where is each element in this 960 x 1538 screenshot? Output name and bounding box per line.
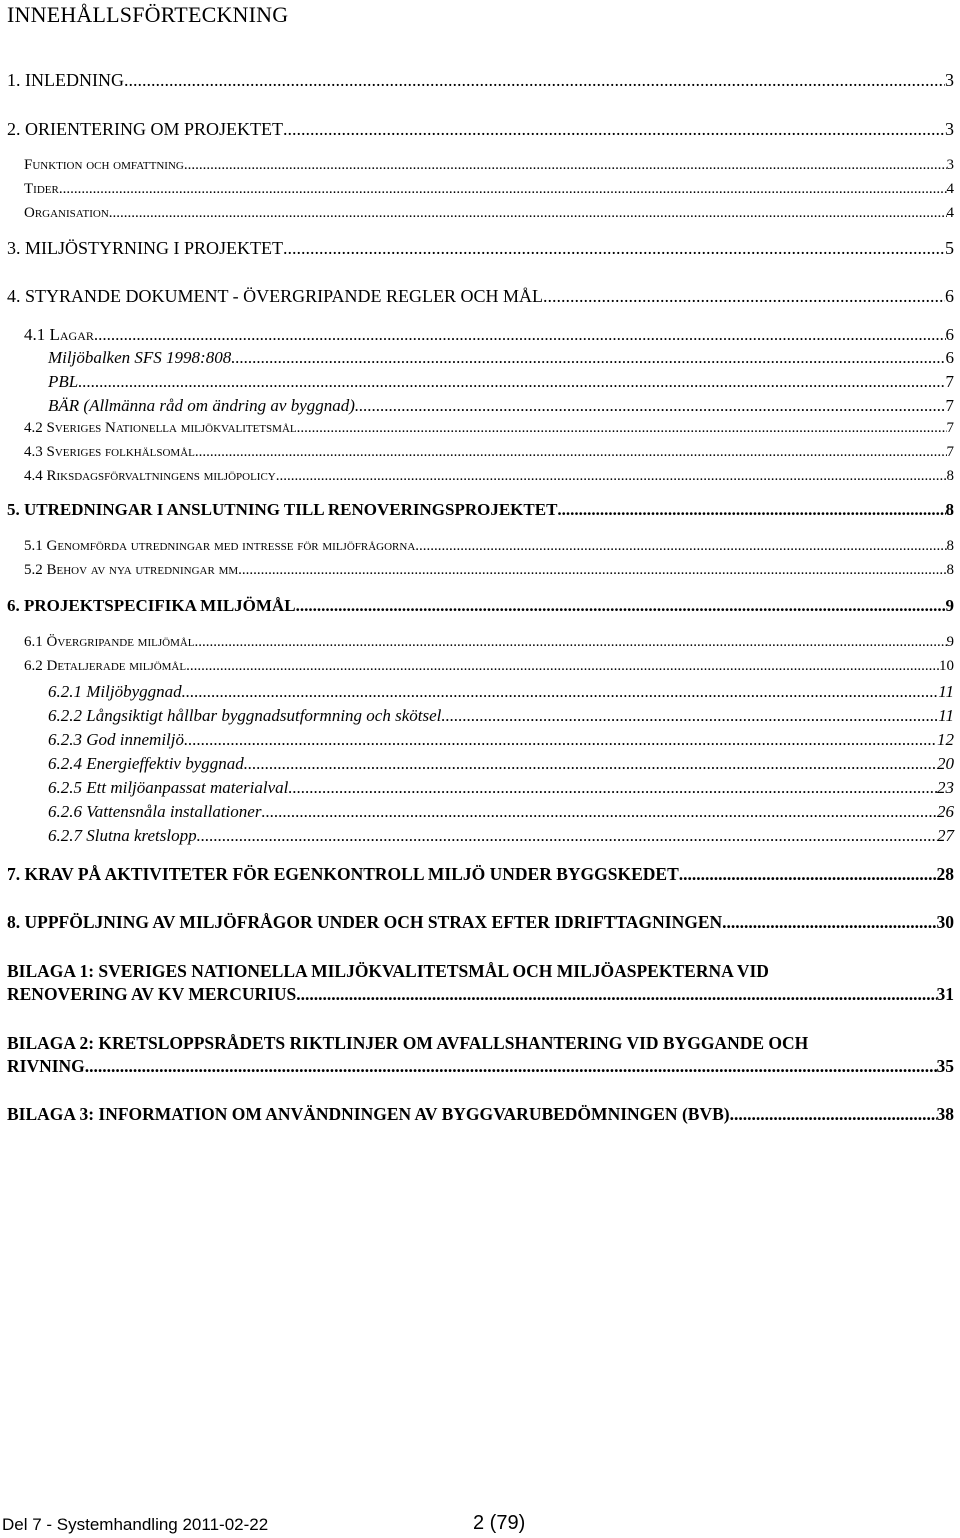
- toc-entry-funktion[interactable]: [0, 157, 954, 174]
- toc-leader: [59, 181, 947, 198]
- toc-entry-bilaga-1[interactable]: [0, 960, 954, 1006]
- toc-leader: [186, 658, 939, 675]
- toc-page-number: 3: [945, 70, 954, 90]
- toc-entry-label: BÄR (Allmänna råd om ändring av byggnad): [48, 396, 355, 415]
- footer-page-number: 2 (79): [473, 1512, 526, 1534]
- toc-entry-label: Tider: [24, 181, 59, 197]
- toc-leader: [301, 983, 937, 1006]
- toc-page-number: 7: [946, 420, 954, 436]
- toc-page-number: 11: [938, 682, 954, 701]
- toc-entry-6-2-5[interactable]: [0, 778, 954, 798]
- toc-entry-6-2-7[interactable]: [0, 826, 954, 846]
- toc-page-number: 26: [937, 802, 954, 821]
- toc-entry-label-line1: BILAGA 1: SVERIGES NATIONELLA MILJÖKVALITETSMÅL OCH MILJÖASPEKTERNA VID: [7, 961, 769, 981]
- toc-entry-label: 6.2.5 Ett miljöanpassat materialval: [48, 778, 289, 797]
- toc-leader: [296, 596, 946, 616]
- toc-page-number: 28: [936, 864, 954, 884]
- toc-entry-6-2-6[interactable]: [0, 802, 954, 822]
- toc-entry-folkhalsomal[interactable]: [0, 444, 954, 461]
- toc-entry-pbl[interactable]: [0, 372, 954, 392]
- toc-entry-inledning[interactable]: [0, 70, 954, 91]
- toc-page-number: 8: [946, 538, 954, 554]
- toc-leader: [195, 444, 947, 461]
- toc-entry-bilaga-2[interactable]: [0, 1032, 954, 1078]
- toc-page-number: 31: [936, 984, 954, 1004]
- toc-page-number: 8: [946, 562, 954, 578]
- toc-entry-miljobalken[interactable]: [0, 348, 954, 368]
- toc-leader: [297, 420, 947, 437]
- toc-page-number: 11: [938, 706, 954, 725]
- toc-page-number: 38: [936, 1104, 954, 1124]
- toc-entry-label-line2: RENOVERING AV KV MERCURIUS.: [7, 984, 301, 1004]
- toc-leader: [238, 562, 946, 579]
- toc-page-number: 23: [937, 778, 954, 797]
- toc-leader: [543, 286, 945, 307]
- toc-entry-label: 3. MILJÖSTYRNING I PROJEKTET: [7, 238, 283, 258]
- toc-entry-utredningar[interactable]: [0, 500, 954, 520]
- toc-leader: [244, 754, 937, 774]
- toc-page-number: 27: [937, 826, 954, 845]
- toc-entry-label: 6.2.2 Långsiktigt hållbar byggnadsutformning och skötsel: [48, 706, 442, 725]
- toc-page-number: 5: [945, 238, 954, 258]
- toc-entry-label: 4.4 Riksdagsförvaltningens miljöpolicy: [24, 468, 276, 484]
- toc-page-number: 3: [946, 157, 954, 173]
- toc-page-number: 4: [946, 181, 954, 197]
- toc-leader: [231, 348, 945, 368]
- toc-entry-label: 2. ORIENTERING OM PROJEKTET: [7, 119, 283, 139]
- toc-entry-tider[interactable]: [0, 181, 954, 198]
- toc-entry-6-2-2[interactable]: [0, 706, 954, 726]
- toc-leader: [109, 205, 947, 222]
- toc-entry-label: 5.2 Behov av nya utredningar mm: [24, 562, 239, 578]
- toc-entry-projektspecifika[interactable]: [0, 596, 954, 616]
- toc-entry-overgripande-miljomal[interactable]: [0, 634, 954, 651]
- toc-leader: [124, 70, 945, 91]
- toc-entry-label: 4.1 Lagar: [24, 325, 94, 344]
- toc-entry-miljokvalitetsmal[interactable]: [0, 420, 954, 437]
- toc-entry-label: 5.1 Genomförda utredningar med intresse för miljöfrågorna: [24, 538, 416, 554]
- toc-leader: [276, 468, 947, 485]
- toc-entry-label-line1: BILAGA 2: KRETSLOPPSRÅDETS RIKTLINJER OM AVFALLSHANTERING VID BYGGANDE OCH: [7, 1033, 809, 1053]
- toc-leader: [283, 119, 945, 140]
- toc-page-number: 6: [945, 325, 954, 344]
- toc-page-number: 20: [937, 754, 954, 773]
- toc-entry-label: 6. PROJEKTSPECIFIKA MILJÖMÅL: [7, 596, 296, 615]
- toc-entry-label: Miljöbalken SFS 1998:808: [48, 348, 232, 367]
- toc-leader: [730, 1104, 937, 1125]
- toc-page-number: 30: [936, 912, 954, 932]
- toc-page-number: 6: [945, 348, 954, 367]
- toc-leader: [197, 826, 937, 846]
- toc-entry-genomforda-utredningar[interactable]: [0, 538, 954, 555]
- toc-entry-miljostyrning[interactable]: [0, 238, 954, 259]
- toc-leader: [557, 500, 945, 520]
- toc-entry-label: 6.2 Detaljerade miljömål: [24, 658, 187, 674]
- toc-page-number: 6: [945, 286, 954, 306]
- toc-entry-label: 6.2.4 Energieffektiv byggnad: [48, 754, 244, 773]
- toc-leader: [261, 802, 937, 822]
- toc-page-number: 7: [945, 372, 954, 391]
- toc-entry-detaljerade-miljomal[interactable]: [0, 658, 954, 675]
- toc-entry-miljopolicy[interactable]: [0, 468, 954, 485]
- toc-entry-orientering[interactable]: [0, 119, 954, 140]
- toc-entry-label: 1. INLEDNING: [7, 70, 124, 90]
- toc-leader: [679, 864, 937, 885]
- toc-entry-bar[interactable]: [0, 396, 954, 416]
- footer-document-info: Del 7 - Systemhandling 2011-02-22: [2, 1515, 269, 1534]
- toc-leader: [283, 238, 945, 259]
- toc-leader: [85, 1055, 937, 1078]
- toc-leader: [78, 372, 945, 392]
- toc-page-number: 8: [945, 500, 954, 519]
- toc-entry-label: 6.1 Övergripande miljömål: [24, 634, 195, 650]
- toc-page-number: 4: [946, 205, 954, 221]
- toc-entry-6-2-4[interactable]: [0, 754, 954, 774]
- toc-title: INNEHÅLLSFÖRTECKNING: [7, 2, 289, 27]
- toc-entry-label: 8. UPPFÖLJNING AV MILJÖFRÅGOR UNDER OCH STRAX EFTER IDRIFTTAGNINGEN: [7, 912, 723, 932]
- toc-entry-label: 7. KRAV PÅ AKTIVITETER FÖR EGENKONTROLL MILJÖ UNDER BYGGSKEDET: [7, 864, 679, 884]
- toc-entry-label-line2: RIVNING: [7, 1056, 85, 1076]
- toc-leader: [415, 538, 946, 555]
- toc-leader: [195, 634, 947, 651]
- toc-entry-6-2-1[interactable]: [0, 682, 954, 702]
- toc-entry-label: Organisation: [24, 205, 109, 221]
- toc-entry-label: 4.2 Sveriges Nationella miljökvalitetsmål: [24, 420, 297, 436]
- toc-leader: [722, 912, 936, 933]
- toc-entry-6-2-3[interactable]: [0, 730, 954, 750]
- toc-page-number: 9: [946, 634, 954, 650]
- toc-entry-krav-aktiviteter[interactable]: [0, 864, 954, 885]
- toc-entry-label: PBL: [48, 372, 79, 391]
- toc-entry-styrande-dokument[interactable]: [0, 286, 954, 307]
- toc-entry-label: 6.2.1 Miljöbyggnad: [48, 682, 182, 701]
- toc-entry-behov-utredningar[interactable]: [0, 562, 954, 579]
- toc-entry-label: Funktion och omfattning: [24, 157, 184, 173]
- toc-page-number: 7: [946, 444, 954, 460]
- toc-entry-label: 6.2.6 Vattensnåla installationer: [48, 802, 262, 821]
- toc-page-number: 10: [939, 658, 954, 674]
- toc-entry-label: 4. STYRANDE DOKUMENT - ÖVERGRIPANDE REGLER OCH MÅL: [7, 286, 544, 306]
- toc-leader: [184, 157, 947, 174]
- toc-page-number: 7: [945, 396, 954, 415]
- toc-entry-label: 5. UTREDNINGAR I ANSLUTNING TILL RENOVERINGSPROJEKTET: [7, 500, 558, 519]
- toc-leader: [288, 778, 937, 798]
- toc-entry-lagar[interactable]: [0, 325, 954, 345]
- toc-page-number: 9: [945, 596, 954, 615]
- toc-entry-label: 6.2.3 God innemiljö: [48, 730, 184, 749]
- toc-page-number: 3: [945, 119, 954, 139]
- toc-entry-label: 6.2.7 Slutna kretslopp: [48, 826, 197, 845]
- toc-leader: [184, 730, 937, 750]
- toc-entry-uppfoljning[interactable]: [0, 912, 954, 933]
- toc-leader: [441, 706, 938, 726]
- toc-page-number: 8: [946, 468, 954, 484]
- toc-leader: [355, 396, 946, 416]
- toc-leader: [182, 682, 939, 702]
- toc-page-number: 12: [937, 730, 954, 749]
- toc-page-number: 35: [936, 1056, 954, 1076]
- toc-leader: [94, 325, 946, 345]
- toc-entry-label: 4.3 Sveriges folkhälsomål: [24, 444, 195, 460]
- page-footer: [0, 1512, 960, 1538]
- toc-entry-label: BILAGA 3: INFORMATION OM ANVÄNDNINGEN AV BYGGVARUBEDÖMNINGEN (BVB): [7, 1104, 730, 1124]
- toc-entry-organisation[interactable]: [0, 205, 954, 222]
- toc-entry-bilaga-3[interactable]: [0, 1104, 954, 1125]
